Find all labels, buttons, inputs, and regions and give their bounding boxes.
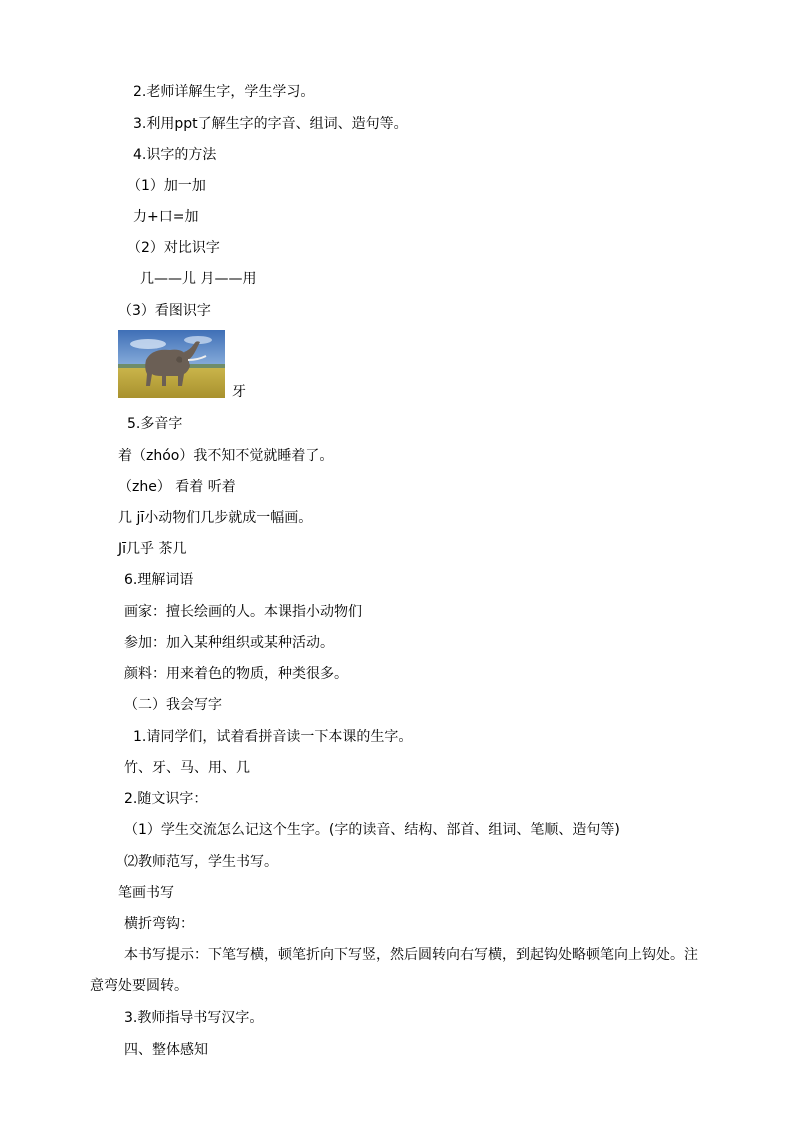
polyphone-zhe: （zhe） 看着 听着 bbox=[118, 479, 236, 495]
writing-step-2: 2.随文识字： bbox=[124, 791, 208, 807]
step-3: 3.利用ppt了解生字的字音、组词、造句等。 bbox=[133, 116, 408, 132]
writing-substep-2: ⑵教师范写，学生书写。 bbox=[124, 854, 278, 870]
add-example: 力+口=加 bbox=[133, 209, 199, 225]
compare-example: 几——儿 月——用 bbox=[140, 271, 257, 287]
method-add: （1）加一加 bbox=[127, 178, 206, 194]
polyphone-zhao: 着（zhóo）我不知不觉就睡着了。 bbox=[118, 448, 334, 464]
section-writing: （二）我会写字 bbox=[124, 697, 222, 713]
writing-step-1: 1.请同学们，试着看拼音读一下本课的生字。 bbox=[133, 729, 413, 745]
term-join: 参加：加入某种组织或某种活动。 bbox=[124, 635, 334, 651]
picture-character: 牙 bbox=[232, 384, 246, 400]
writing-step-3: 3.教师指导书写汉字。 bbox=[124, 1010, 264, 1026]
writing-substep-1: （1）学生交流怎么记这个生字。(字的读音、结构、部首、组词、笔顺、造句等) bbox=[124, 822, 620, 838]
writing-tip: 本书写提示：下笔写横，顿笔折向下写竖，然后圆转向右写横，到起钩处略顿笔向上钩处。注意弯处要圆转。 bbox=[90, 947, 698, 994]
stroke-name: 横折弯钩： bbox=[124, 916, 194, 932]
step-4-heading: 4.识字的方法 bbox=[133, 147, 217, 163]
step-6-heading: 6.理解词语 bbox=[124, 572, 194, 588]
polyphone-ji-1: 几 jī小动物们几步就成一幅画。 bbox=[118, 510, 313, 526]
method-compare: （2）对比识字 bbox=[127, 240, 220, 256]
step-5-heading: 5.多音字 bbox=[127, 416, 183, 432]
term-paint: 颜料：用来着色的物质，种类很多。 bbox=[124, 666, 348, 682]
polyphone-ji-2: Jī几乎 茶几 bbox=[118, 541, 187, 557]
character-list: 竹、牙、马、用、几 bbox=[124, 760, 250, 776]
step-2: 2.老师详解生字，学生学习。 bbox=[133, 84, 315, 100]
section-overview: 四、整体感知 bbox=[124, 1042, 208, 1058]
stroke-writing-heading: 笔画书写 bbox=[118, 885, 174, 901]
method-picture: （3）看图识字 bbox=[118, 303, 211, 319]
term-painter: 画家：擅长绘画的人。本课指小动物们 bbox=[124, 604, 362, 620]
elephant-photo bbox=[118, 330, 225, 398]
